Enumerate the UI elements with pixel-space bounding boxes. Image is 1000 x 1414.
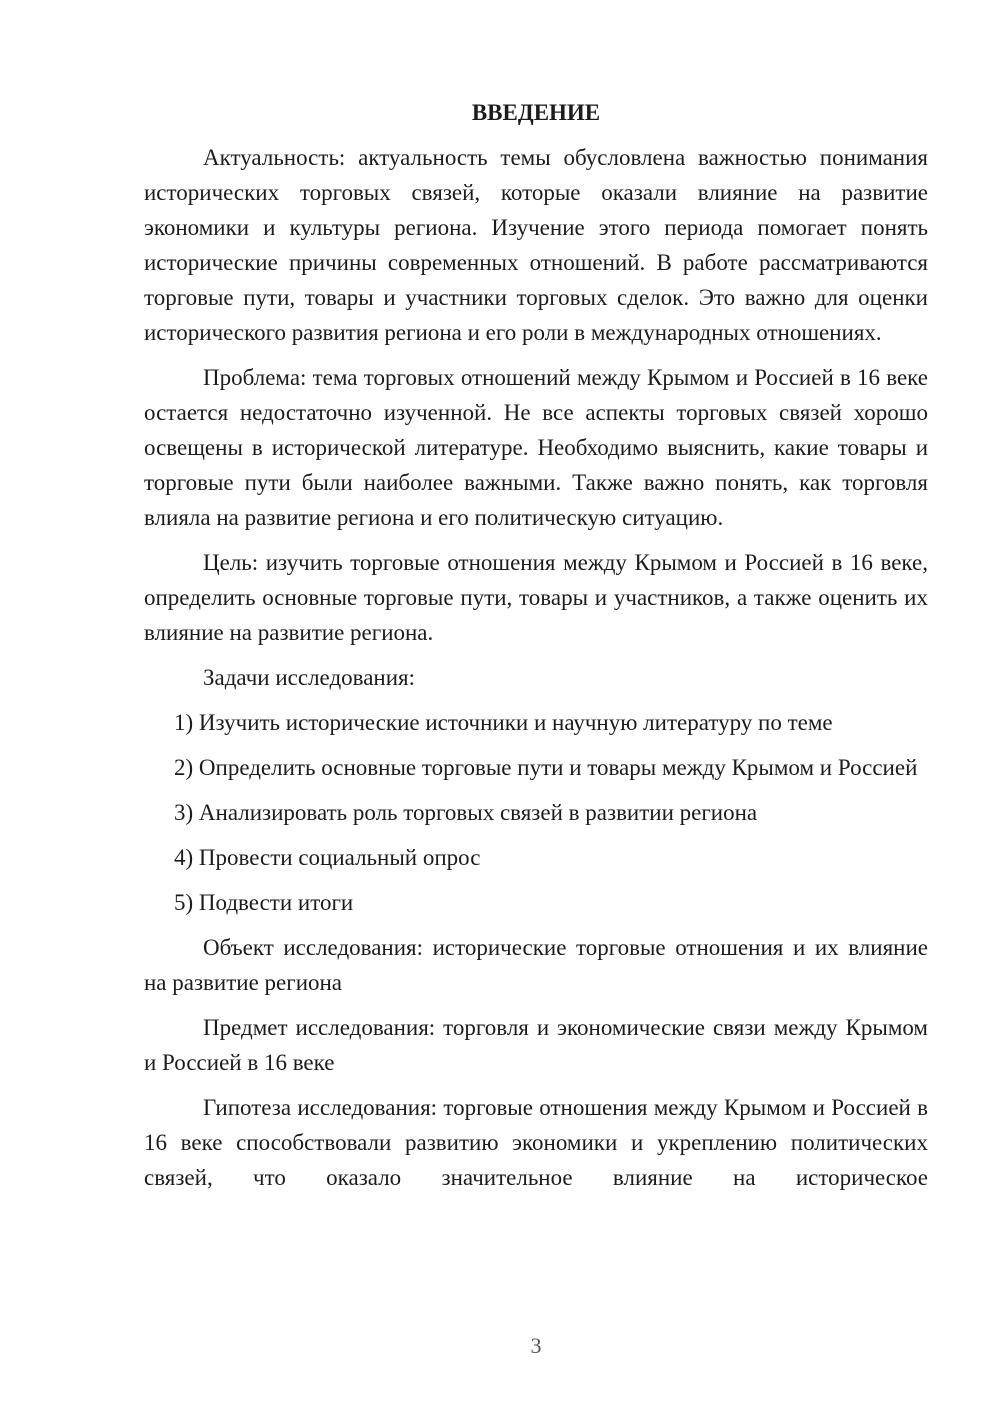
tasks-heading: Задачи исследования: <box>203 665 416 690</box>
relevance-paragraph: Актуальность: актуальность темы обусловлена важностью понимания исторических торговых связей, которые оказали влияние на развитие экономики и культуры региона. Изучение этого периода помогает понять исторические причины современных отношений. В работе рассматриваются торговые пути, товары и участники торговых сделок. Это важно для оценки исторического развития региона и его роли в международных отношениях. <box>144 145 928 345</box>
task-item: 2) Определить основные торговые пути и товары между Крымом и Россией <box>174 755 918 780</box>
page-title: ВВЕДЕНИЕ <box>471 100 601 125</box>
task-item: 5) Подвести итоги <box>174 890 354 915</box>
hypothesis-paragraph: Гипотеза исследования: торговые отношения между Крымом и Россией в 16 веке способствовали развитию экономики и укреплению политических связей, что оказало значительное влияние на историческое <box>144 1095 928 1190</box>
task-item: 1) Изучить исторические источники и научную литературу по теме <box>174 710 833 735</box>
page-number: 3 <box>530 1333 542 1358</box>
tasks-list <box>144 705 928 920</box>
task-item: 3) Анализировать роль торговых связей в развитии региона <box>174 800 758 825</box>
subject-paragraph: Предмет исследования: торговля и экономические связи между Крымом и Россией в 16 веке <box>144 1015 928 1075</box>
task-item: 4) Провести социальный опрос <box>174 845 481 870</box>
goal-paragraph: Цель: изучить торговые отношения между Крымом и Россией в 16 веке, определить основные торговые пути, товары и участников, а также оценить их влияние на развитие региона. <box>144 550 928 645</box>
problem-paragraph: Проблема: тема торговых отношений между Крымом и Россией в 16 веке остается недостаточно изученной. Не все аспекты торговых связей хорошо освещены в исторической литературе. Необходимо выяснить, какие товары и торговые пути были наиболее важными. Также важно понять, как торговля влияла на развитие региона и его политическую ситуацию. <box>144 365 928 530</box>
page-content <box>144 95 928 1205</box>
object-paragraph: Объект исследования: исторические торговые отношения и их влияние на развитие региона <box>144 935 928 995</box>
